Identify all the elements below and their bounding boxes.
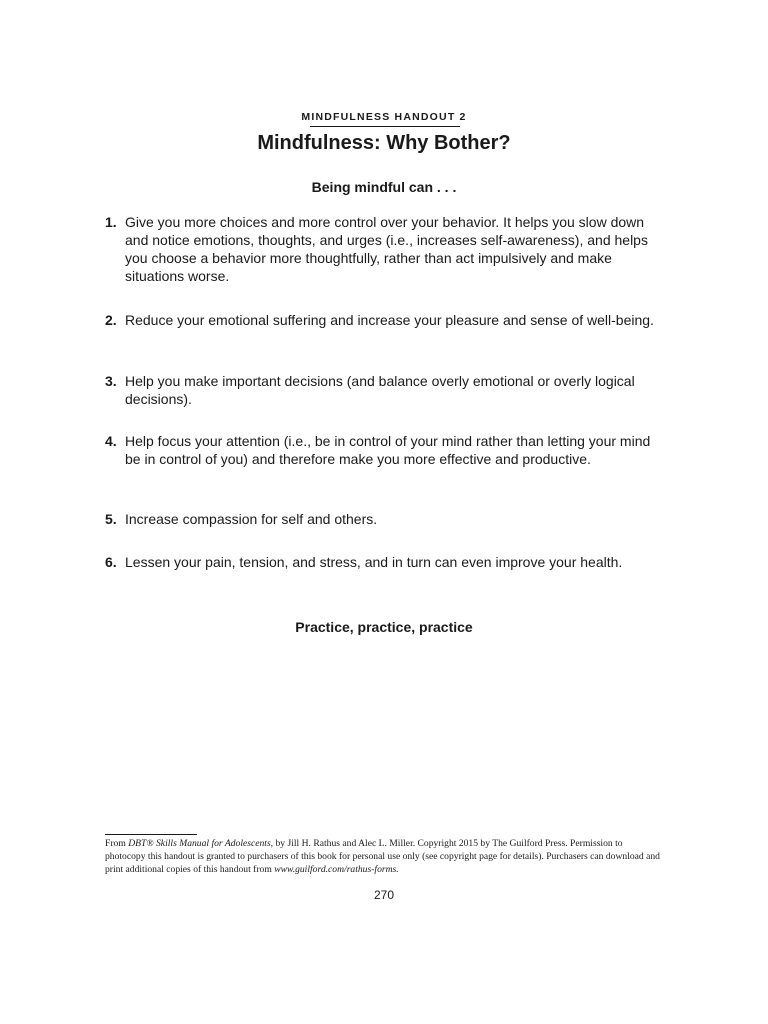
footnote-book-title: DBT® Skills Manual for Adolescents, xyxy=(128,838,274,849)
item-number: 6. xyxy=(105,554,117,570)
footnote-url: www.guilford.com/rathus-forms. xyxy=(274,864,399,875)
page-subtitle: Being mindful can . . . xyxy=(311,179,457,195)
list-item xyxy=(105,553,622,571)
list-item xyxy=(105,510,377,528)
item-text: Give you more choices and more control over your behavior. It helps you slow down and notice emotions, thoughts, and urges (i.e., increases self-awareness), and helps you choose a behavior more thoughtfully, rather than act impulsively and make situations worse. xyxy=(125,214,648,284)
page-number: 270 xyxy=(373,888,395,902)
footnote-body: by Jill H. Rathus and Alec L. Miller. Copyright 2015 by The Guilford Press. Permission to photocopy this handout is granted to purchasers of this book for personal use only (see copyright page for details). Purchasers can download and print additional copies of this handout from xyxy=(105,838,660,875)
item-number: 2. xyxy=(105,312,117,328)
footnote-divider xyxy=(105,834,197,835)
list-item xyxy=(105,432,665,468)
page-title: Mindfulness: Why Bother? xyxy=(257,132,511,154)
item-text: Help focus your attention (i.e., be in control of your mind rather than letting your mind be in control of you) and therefore make you more effective and productive. xyxy=(125,433,651,467)
item-text: Reduce your emotional suffering and increase your pleasure and sense of well-being. xyxy=(125,312,654,328)
item-number: 1. xyxy=(105,214,117,230)
item-number: 4. xyxy=(105,433,117,449)
copyright-footnote xyxy=(105,837,665,876)
list-item xyxy=(105,311,654,329)
list-item xyxy=(105,213,665,285)
footnote-from: From xyxy=(105,838,126,849)
item-text: Lessen your pain, tension, and stress, and in turn can even improve your health. xyxy=(125,554,623,570)
item-number: 5. xyxy=(105,511,117,527)
handout-label-underline xyxy=(310,126,460,127)
closing-line: Practice, practice, practice xyxy=(295,619,473,635)
list-item xyxy=(105,372,665,408)
item-number: 3. xyxy=(105,373,117,389)
item-text: Increase compassion for self and others. xyxy=(125,511,378,527)
handout-label: MINDFULNESS HANDOUT 2 xyxy=(301,111,467,123)
item-text: Help you make important decisions (and balance overly emotional or overly logical decisions). xyxy=(125,373,635,407)
